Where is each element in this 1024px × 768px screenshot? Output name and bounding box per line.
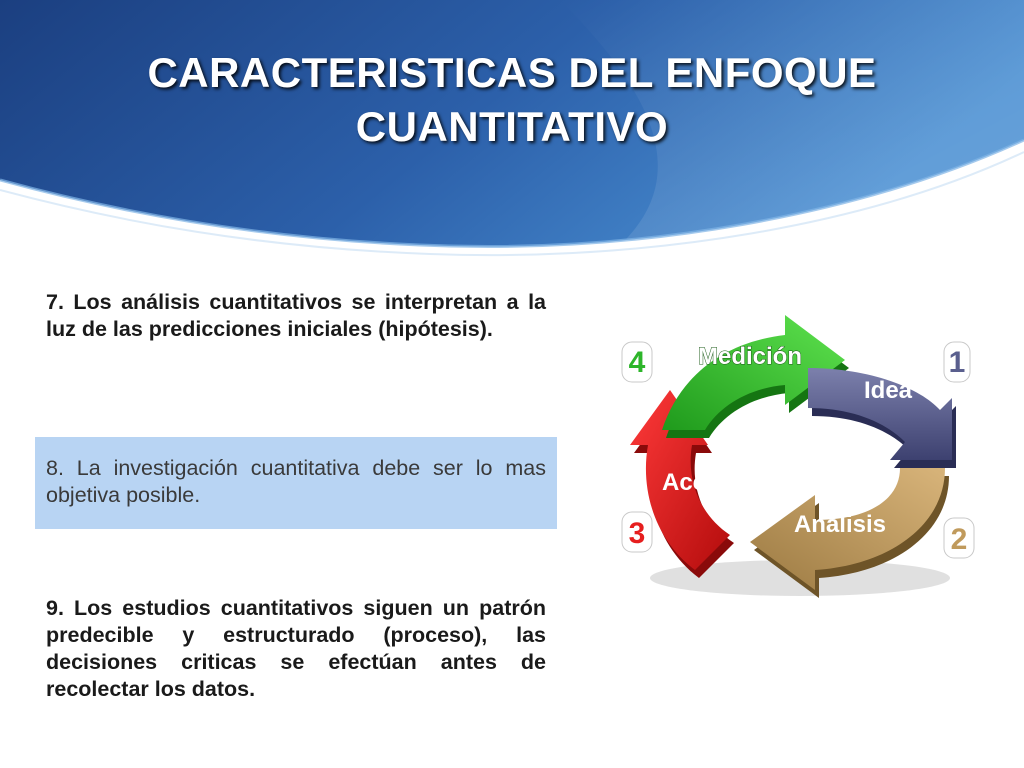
title-line-2: CUANTITATIVO [355,103,669,150]
svg-text:4: 4 [628,346,646,379]
point-7-text: 7. Los análisis cuantitativos se interpretan a la luz de las predicciones iniciales (hipótesis). [46,290,546,341]
step-label-analisis: Análisis [793,511,887,538]
step-number-3 [622,512,652,552]
slide-title [0,46,1024,154]
point-8-text: 8. La investigación cuantitativa debe ser lo mas objetiva posible. [46,456,546,507]
step-label-medicion: Medición [697,343,803,370]
svg-text:3: 3 [628,517,646,550]
step-label-accion: Acción [661,469,743,496]
step-number-2 [944,518,974,558]
svg-text:2: 2 [950,523,968,556]
title-line-1: CARACTERISTICAS DEL ENFOQUE [147,49,877,96]
process-cycle-diagram [600,280,1000,610]
step-number-4 [622,342,652,382]
step-label-idea: Idea [863,377,913,404]
svg-text:1: 1 [948,346,966,379]
step-number-1 [944,342,970,382]
point-9-text: 9. Los estudios cuantitativos siguen un patrón predecible y estructurado (proceso), las decisiones criticas se efectúan antes de recolectar los datos. [46,596,546,701]
